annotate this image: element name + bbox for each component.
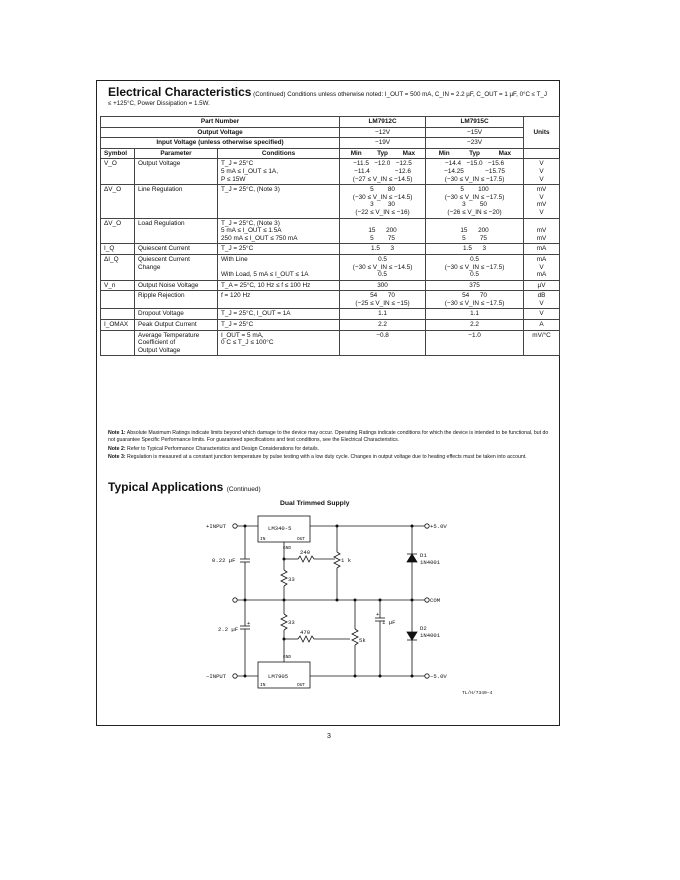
terminal-icon bbox=[425, 524, 429, 528]
cell-conditions: f = 120 Hz bbox=[218, 291, 340, 309]
cell-lm7915c: 0.5 (−30 ≤ V_IN ≤ −17.5) 0.5 bbox=[426, 254, 524, 280]
cell-symbol bbox=[101, 291, 135, 309]
output-voltage-label: Output Voltage bbox=[101, 127, 340, 138]
potentiometer-icon bbox=[334, 552, 340, 568]
part-vin: −19V bbox=[340, 138, 426, 149]
col-header-max: Max bbox=[402, 149, 416, 157]
resistor-icon bbox=[298, 636, 314, 642]
note bbox=[108, 446, 550, 453]
note bbox=[108, 454, 550, 461]
cell-symbol: ΔV_O bbox=[101, 218, 135, 244]
cell-symbol: V_n bbox=[101, 280, 135, 291]
cell-parameter: Average Temperature Coefficient of Output Voltage bbox=[135, 330, 218, 356]
note-label: Note 2: bbox=[108, 445, 126, 452]
cell-lm7912c: −0.8 bbox=[340, 330, 426, 356]
cell-units: mV/°C bbox=[524, 330, 560, 356]
note-text: Refer to Typical Performance Characteristics and Design Considerations for details. bbox=[127, 445, 319, 452]
terminal-icon bbox=[233, 524, 237, 528]
label-d1: D1 bbox=[420, 552, 427, 559]
label-d2: D2 bbox=[420, 625, 427, 632]
label-plus: + bbox=[247, 620, 251, 627]
note bbox=[108, 430, 550, 444]
cell-units: V V V bbox=[524, 159, 560, 185]
label-c1: 0.22 µF bbox=[212, 557, 236, 564]
table-row bbox=[101, 280, 560, 291]
typical-applications-header bbox=[108, 480, 261, 494]
figure-id: TL/H/7340–4 bbox=[462, 691, 493, 696]
col-header-min: Min bbox=[438, 149, 450, 157]
typical-applications-title: Typical Applications bbox=[108, 480, 224, 494]
label-r240: 240 bbox=[300, 549, 311, 556]
cell-lm7915c: −1.0 bbox=[426, 330, 524, 356]
terminal-icon bbox=[425, 598, 429, 602]
cell-units: mV V mV V bbox=[524, 185, 560, 218]
page-number: 3 bbox=[327, 733, 331, 740]
cell-symbol bbox=[101, 330, 135, 356]
cell-conditions: T_J = 25°C, I_OUT = 1A bbox=[218, 309, 340, 320]
col-header-typ: Typ bbox=[377, 149, 388, 157]
cell-lm7912c: 1.1 bbox=[340, 309, 426, 320]
label-out-neg: −5.0V bbox=[430, 673, 447, 680]
label-input-pos: +INPUT bbox=[206, 523, 227, 530]
cell-lm7915c: 1.1 bbox=[426, 309, 524, 320]
table-row bbox=[101, 254, 560, 280]
table-row bbox=[101, 218, 560, 244]
table-row bbox=[101, 320, 560, 331]
col-header-symbol: Symbol bbox=[101, 148, 135, 159]
cell-units: V bbox=[524, 309, 560, 320]
part-number-label: Part Number bbox=[101, 117, 340, 128]
cell-symbol: V_O bbox=[101, 159, 135, 185]
conditions-text: Conditions unless otherwise noted: I_OUT = 500 mA, C_IN = 2.2 µF, C_OUT = 1 µF, 0°C ≤ T_J ≤ +125°C, Power Dissipation = 1.5W. bbox=[108, 91, 547, 107]
note-label: Note 3: bbox=[108, 454, 126, 460]
cell-lm7912c: −11.5 −12.0 −12.5 −11.4 −12.6 (−27 ≤ V_IN ≤ −14.5) bbox=[340, 159, 426, 185]
figure-title: Dual Trimmed Supply bbox=[280, 500, 350, 507]
table-body bbox=[101, 159, 560, 356]
cell-lm7912c: 0.5 (−30 ≤ V_IN ≤ −14.5) 0.5 bbox=[340, 254, 426, 280]
cell-parameter: Ripple Rejection bbox=[135, 291, 218, 309]
cell-lm7912c: 2.2 bbox=[340, 320, 426, 331]
table-row bbox=[101, 309, 560, 320]
col-header-conditions: Conditions bbox=[218, 148, 340, 159]
part-vout: −12V bbox=[340, 127, 426, 138]
cell-parameter: Output Noise Voltage bbox=[135, 280, 218, 291]
cell-conditions: I_OUT = 5 mA, 0 C ≤ T_J ≤ 100°C bbox=[218, 330, 340, 356]
cell-lm7915c: 54 70 (−30 ≤ V_IN ≤ −17.5) bbox=[426, 291, 524, 309]
label-r1k: 1 k bbox=[341, 557, 352, 564]
label-r33b: 33 bbox=[288, 619, 295, 626]
cell-lm7915c: 2.2 bbox=[426, 320, 524, 331]
terminal-icon bbox=[425, 674, 429, 678]
cell-symbol: ΔI_Q bbox=[101, 254, 135, 280]
cell-lm7912c: 1.5 3 bbox=[340, 244, 426, 255]
electrical-characteristics-table bbox=[100, 116, 560, 356]
cell-units: µV bbox=[524, 280, 560, 291]
label-r5k: 5k bbox=[359, 637, 366, 644]
label-r33a: 33 bbox=[288, 576, 295, 583]
cell-lm7915c: 15 200 5 75 bbox=[426, 218, 524, 244]
resistor-icon bbox=[298, 556, 314, 562]
cell-parameter: Line Regulation bbox=[135, 185, 218, 218]
dual-trimmed-supply-schematic bbox=[200, 514, 510, 699]
cell-lm7912c: 15 200 5 75 bbox=[340, 218, 426, 244]
potentiometer-icon bbox=[352, 629, 358, 645]
label-c3: 1 µF bbox=[382, 619, 396, 626]
label-out-pos: +5.0V bbox=[430, 523, 447, 530]
label-out: OUT bbox=[297, 683, 306, 688]
resistor-icon bbox=[281, 570, 287, 586]
cell-symbol: I_OMAX bbox=[101, 320, 135, 331]
cell-units: dB V bbox=[524, 291, 560, 309]
cell-parameter: Quiescent Current Change bbox=[135, 254, 218, 280]
cell-lm7912c: 5 80 (−30 ≤ V_IN ≤ −14.5) 3 30 (−22 ≤ V_IN ≤ −16) bbox=[340, 185, 426, 218]
diode-icon bbox=[407, 632, 417, 640]
label-in: IN bbox=[260, 537, 266, 542]
label-r470: 470 bbox=[300, 629, 311, 636]
table-row bbox=[101, 185, 560, 218]
note-label: Note 1: bbox=[108, 430, 126, 436]
part-vout: −15V bbox=[426, 127, 524, 138]
label-d1-part: 1N4001 bbox=[420, 559, 441, 566]
cell-symbol bbox=[101, 309, 135, 320]
continued-label: (Continued) bbox=[226, 486, 261, 493]
label-input-neg: −INPUT bbox=[206, 673, 227, 680]
cell-units: A bbox=[524, 320, 560, 331]
table-row bbox=[101, 244, 560, 255]
col-header-parameter: Parameter bbox=[135, 148, 218, 159]
section-header bbox=[108, 85, 548, 108]
col-header-max: Max bbox=[498, 149, 512, 157]
part-vin: −23V bbox=[426, 138, 524, 149]
label-c2: 2.2 µF bbox=[218, 626, 239, 633]
resistor-icon bbox=[281, 614, 287, 630]
cell-symbol: I_Q bbox=[101, 244, 135, 255]
col-header-typ: Typ bbox=[469, 149, 480, 157]
col-header-min: Min bbox=[350, 149, 362, 157]
cell-conditions: T_J = 25°C bbox=[218, 320, 340, 331]
cell-symbol: ΔV_O bbox=[101, 185, 135, 218]
cell-parameter: Load Regulation bbox=[135, 218, 218, 244]
notes-block bbox=[108, 430, 550, 463]
table-row bbox=[101, 330, 560, 356]
cell-conditions: T_J = 25°C, (Note 3) bbox=[218, 185, 340, 218]
section-title: Electrical Characteristics bbox=[108, 85, 252, 99]
label-reg1: LM340-5 bbox=[268, 525, 292, 532]
cell-conditions: T_J = 25°C, (Note 3) 5 mA ≤ I_OUT ≤ 1.5A 250 mA ≤ I_OUT ≤ 750 mA bbox=[218, 218, 340, 244]
continued-label: (Continued) bbox=[253, 91, 286, 98]
table-row bbox=[101, 291, 560, 309]
terminal-icon bbox=[233, 674, 237, 678]
table-row bbox=[101, 159, 560, 185]
label-com: COM bbox=[430, 597, 441, 604]
cell-conditions: T_J = 25°C 5 mA ≤ I_OUT ≤ 1A, P ≤ 15W bbox=[218, 159, 340, 185]
cell-conditions: With Line With Load, 5 mA ≤ I_OUT ≤ 1A bbox=[218, 254, 340, 280]
cell-parameter: Output Voltage bbox=[135, 159, 218, 185]
cell-lm7915c: 1.5 3 bbox=[426, 244, 524, 255]
label-gnd: GND bbox=[283, 546, 292, 551]
label-reg2: LM7905 bbox=[268, 673, 289, 680]
cell-units: mV mV bbox=[524, 218, 560, 244]
units-label: Units bbox=[524, 117, 560, 149]
cell-parameter: Peak Output Current bbox=[135, 320, 218, 331]
label-out: OUT bbox=[297, 537, 306, 542]
cell-lm7915c: −14.4 −15.0 −15.6 −14.25 −15.75 (−30 ≤ V_IN ≤ −17.5) bbox=[426, 159, 524, 185]
cell-lm7915c: 375 bbox=[426, 280, 524, 291]
cell-units: mA V mA bbox=[524, 254, 560, 280]
cell-parameter: Dropout Voltage bbox=[135, 309, 218, 320]
note-text: Regulation is measured at a constant junction temperature by pulse testing with a low duty cycle. Changes in output voltage due to heating effects must be taken into account. bbox=[127, 454, 527, 460]
label-plus: + bbox=[376, 611, 380, 618]
label-gnd: GND bbox=[283, 655, 292, 660]
cell-parameter: Quiescent Current bbox=[135, 244, 218, 255]
cell-units: mA bbox=[524, 244, 560, 255]
label-in: IN bbox=[260, 683, 266, 688]
note-text: Absolute Maximum Ratings indicate limits beyond which damage to the device may occur. Operating Ratings indicate conditions for which the device is intended to be functional, but do not guarantee Specific Performance limits. For guaranteed specifications and test conditions, see the Electrical Characteristics. bbox=[108, 430, 549, 443]
part-name: LM7915C bbox=[426, 117, 524, 128]
cell-conditions: T_J = 25°C bbox=[218, 244, 340, 255]
cell-lm7912c: 54 70 (−25 ≤ V_IN ≤ −15) bbox=[340, 291, 426, 309]
cell-lm7912c: 300 bbox=[340, 280, 426, 291]
cell-conditions: T_A = 25°C, 10 Hz ≤ f ≤ 100 Hz bbox=[218, 280, 340, 291]
input-voltage-label: Input Voltage (unless otherwise specified) bbox=[101, 138, 340, 149]
part-name: LM7912C bbox=[340, 117, 426, 128]
label-d2-part: 1N4001 bbox=[420, 632, 441, 639]
cell-lm7915c: 5 100 (−30 ≤ V_IN ≤ −17.5) 3 50 (−26 ≤ V_IN ≤ −20) bbox=[426, 185, 524, 218]
terminal-icon bbox=[233, 598, 237, 602]
diode-icon bbox=[407, 554, 417, 562]
